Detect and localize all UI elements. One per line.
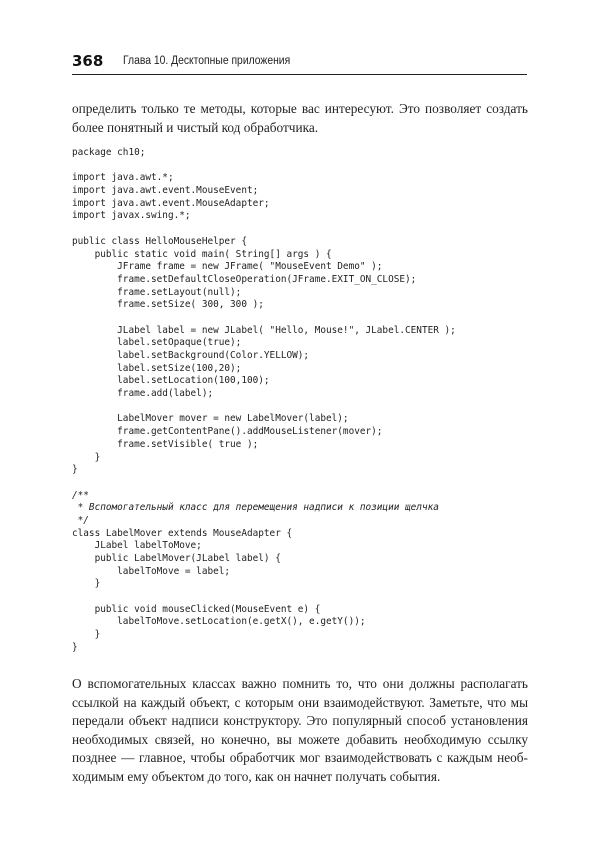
paragraph-line: определить только те методы, которые вас интересуют. Это позволяет создать bbox=[72, 101, 528, 116]
code-line: } bbox=[72, 451, 101, 463]
code-line: } bbox=[72, 629, 101, 641]
code-line: frame.setLayout(null); bbox=[72, 286, 242, 298]
code-line: public class HelloMouseHelper { bbox=[72, 235, 247, 247]
code-listing bbox=[72, 147, 528, 655]
code-line: JLabel label = new JLabel( "Hello, Mouse!", JLabel.CENTER ); bbox=[72, 324, 456, 336]
code-line: frame.add(label); bbox=[72, 388, 214, 400]
code-line: labelToMove.setLocation(e.getX(), e.getY()); bbox=[72, 616, 366, 628]
code-line: package ch10; bbox=[72, 147, 146, 158]
code-line: import java.awt.*; bbox=[72, 172, 174, 184]
code-line: } bbox=[72, 578, 101, 590]
paragraph-line: О вспомогательных классах важно помнить то, что они должны располагать bbox=[72, 676, 528, 691]
code-line: * Вспомогательный класс для перемещения надписи к позиции щелчка bbox=[72, 502, 439, 514]
paragraph-line: передали объект надписи конструктору. Это популярный способ установления bbox=[72, 713, 528, 729]
code-line: import javax.swing.*; bbox=[72, 210, 191, 222]
code-line: } bbox=[72, 464, 78, 476]
paragraph-line: ссылкой на каждый объект, с которым они взаимодействуют. Заметьте, что мы bbox=[72, 694, 528, 710]
code-line: frame.setDefaultCloseOperation(JFrame.EXIT_ON_CLOSE); bbox=[72, 273, 417, 285]
paragraph-line: более понятный и чистый код обработчика. bbox=[72, 119, 319, 135]
chapter-title: Глава 10. Десктопные приложения bbox=[123, 55, 291, 67]
code-line: public void mouseClicked(MouseEvent e) { bbox=[72, 603, 321, 615]
code-line: frame.setVisible( true ); bbox=[72, 438, 259, 450]
code-line bbox=[72, 591, 528, 604]
code-line bbox=[72, 223, 528, 236]
code-line: label.setBackground(Color.YELLOW); bbox=[72, 350, 310, 361]
code-line: frame.setSize( 300, 300 ); bbox=[72, 299, 264, 311]
running-header bbox=[72, 52, 527, 75]
code-line: import java.awt.event.MouseEvent; bbox=[72, 185, 259, 197]
closing-paragraph bbox=[72, 675, 528, 787]
code-line: public static void main( String[] args ) { bbox=[72, 248, 332, 260]
code-line: /** bbox=[72, 489, 89, 501]
code-line bbox=[72, 160, 528, 173]
code-line: public LabelMover(JLabel label) { bbox=[72, 553, 281, 564]
code-line: JFrame frame = new JFrame( "MouseEvent Demo" ); bbox=[72, 261, 383, 273]
code-line: labelToMove = label; bbox=[72, 565, 231, 577]
code-line: import java.awt.event.MouseAdapter; bbox=[72, 197, 270, 209]
code-line bbox=[72, 312, 528, 325]
code-line: */ bbox=[72, 514, 89, 526]
paragraph-line: позднее — главное, чтобы обработчик мог взаимодействовать с каждым необ- bbox=[72, 750, 528, 766]
code-line: frame.getContentPane().addMouseListener(mover); bbox=[72, 426, 383, 438]
code-line: JLabel labelToMove; bbox=[72, 540, 202, 552]
code-line: label.setOpaque(true); bbox=[72, 337, 242, 349]
code-line bbox=[72, 401, 528, 414]
paragraph-line: ходимым ему объектом до того, как он начнет получать события. bbox=[72, 768, 441, 784]
code-line: label.setLocation(100,100); bbox=[72, 375, 270, 387]
code-line: } bbox=[72, 641, 78, 653]
code-line: LabelMover mover = new LabelMover(label); bbox=[72, 413, 349, 425]
paragraph-line: необходимых связей, но конечно, вы можете добавить необходимую ссылку bbox=[72, 731, 528, 747]
code-line: label.setSize(100,20); bbox=[72, 362, 242, 374]
intro-paragraph bbox=[72, 100, 528, 137]
page-number: 368 bbox=[72, 52, 104, 70]
code-line: class LabelMover extends MouseAdapter { bbox=[72, 527, 293, 539]
code-line bbox=[72, 477, 528, 490]
